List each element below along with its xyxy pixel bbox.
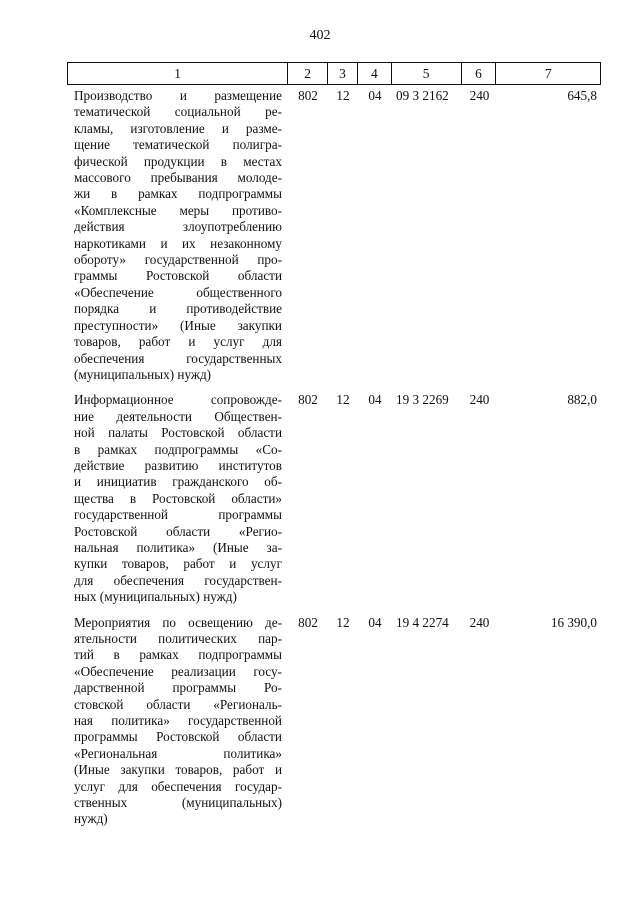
description-line: и инициатив гражданского об- bbox=[74, 474, 282, 490]
description-line: наркотиками и их незаконному bbox=[74, 235, 282, 251]
description-line: нужд) bbox=[74, 811, 108, 827]
row-amount: 882,0 bbox=[567, 392, 597, 408]
description-line: Мероприятия по освещению де- bbox=[74, 614, 282, 630]
description-line: ние деятельности Обществен- bbox=[74, 408, 282, 424]
description-line: жи в рамках подпрограммы bbox=[74, 186, 282, 202]
description-line: «Комплексные меры противо- bbox=[74, 202, 282, 218]
row-ministry-code: 802 bbox=[298, 614, 318, 630]
row-target-code: 19 3 2269 bbox=[396, 392, 449, 408]
row-subsection-code: 04 bbox=[368, 614, 382, 630]
row-section-code: 12 bbox=[336, 88, 350, 103]
row-target-code: 09 3 2162 bbox=[396, 88, 449, 103]
row-amount: 16 390,0 bbox=[550, 614, 597, 630]
row-ministry-code: 802 bbox=[298, 392, 318, 408]
page-number: 402 bbox=[309, 28, 331, 43]
description-line: щение тематической полигра- bbox=[74, 137, 282, 153]
row-amount: 645,8 bbox=[567, 88, 597, 103]
description-line: действия злоупотреблению bbox=[74, 219, 282, 235]
table-row bbox=[67, 88, 601, 383]
row-expense-type: 240 bbox=[469, 392, 490, 408]
description-line: кламы, изготовление и разме- bbox=[74, 120, 282, 136]
description-line: ных (муниципальных) нужд) bbox=[74, 589, 237, 605]
description-line: обеспечения государственных bbox=[74, 350, 282, 366]
column-header-1: 1 bbox=[68, 63, 288, 84]
table-header bbox=[67, 62, 601, 85]
description-line: государственной программы bbox=[74, 507, 282, 523]
description-line: Информационное сопровожде- bbox=[74, 392, 282, 408]
column-header-7: 7 bbox=[544, 66, 552, 81]
table-body bbox=[67, 88, 601, 837]
row-subsection-code: 04 bbox=[368, 88, 382, 103]
table-row bbox=[67, 392, 601, 605]
description-line: преступности» (Иные закупки bbox=[74, 317, 282, 333]
description-line: фической продукции в местах bbox=[74, 153, 282, 169]
description-line: стовской области «Региональ- bbox=[74, 696, 282, 712]
description-line: массового пребывания молоде- bbox=[74, 170, 282, 186]
row-ministry-code: 802 bbox=[298, 88, 318, 103]
row-description bbox=[67, 88, 288, 383]
description-line: ной палаты Ростовской области bbox=[74, 425, 282, 441]
column-header-2: 2 bbox=[288, 63, 328, 84]
row-target-code: 19 4 2274 bbox=[396, 614, 449, 630]
description-line: товаров, работ и услуг для bbox=[74, 334, 282, 350]
description-line: порядка и противодействие bbox=[74, 301, 282, 317]
description-line: программы Ростовской области bbox=[74, 729, 282, 745]
description-line: для обеспечения государствен- bbox=[74, 572, 282, 588]
column-header-4: 4 bbox=[358, 63, 392, 84]
description-line: граммы Ростовской области bbox=[74, 268, 282, 284]
column-header-6: 6 bbox=[462, 63, 497, 84]
description-line: услуг для обеспечения государ- bbox=[74, 778, 282, 794]
description-line: «Региональная политика» bbox=[74, 745, 282, 761]
description-line: (муниципальных) нужд) bbox=[74, 366, 212, 382]
column-header-3: 3 bbox=[328, 63, 358, 84]
row-section-code: 12 bbox=[336, 392, 350, 408]
description-line: обороту» государственной про- bbox=[74, 252, 282, 268]
description-line: Производство и размещение bbox=[74, 88, 282, 103]
description-line: дарственной программы Ро- bbox=[74, 680, 282, 696]
description-line: купки товаров, работ и услуг bbox=[74, 556, 282, 572]
description-line: тематической социальной ре- bbox=[74, 104, 282, 120]
description-line: щества в Ростовской области» bbox=[74, 490, 282, 506]
column-header-5: 5 bbox=[392, 63, 462, 84]
description-line: ятельности политических пар- bbox=[74, 631, 282, 646]
description-line: нальная политика» (Иные за- bbox=[74, 539, 282, 555]
description-line: «Обеспечение общественного bbox=[74, 284, 282, 300]
description-line: ная политика» государственной bbox=[74, 713, 282, 729]
row-description bbox=[67, 392, 288, 605]
description-line: действие развитию институтов bbox=[74, 457, 282, 473]
row-section-code: 12 bbox=[336, 614, 350, 630]
description-line: «Обеспечение реализации госу- bbox=[74, 663, 282, 679]
row-expense-type: 240 bbox=[469, 88, 490, 103]
row-expense-type: 240 bbox=[469, 614, 490, 630]
description-line: в рамках подпрограммы «Со- bbox=[74, 441, 282, 457]
description-line: Ростовской области «Регио- bbox=[74, 523, 282, 539]
row-description bbox=[67, 615, 288, 828]
description-line: ственных (муниципальных) bbox=[74, 795, 282, 811]
description-line: (Иные закупки товаров, работ и bbox=[74, 762, 282, 778]
row-subsection-code: 04 bbox=[368, 392, 382, 408]
table-row bbox=[67, 615, 601, 828]
description-line: тий в рамках подпрограммы bbox=[74, 647, 282, 663]
